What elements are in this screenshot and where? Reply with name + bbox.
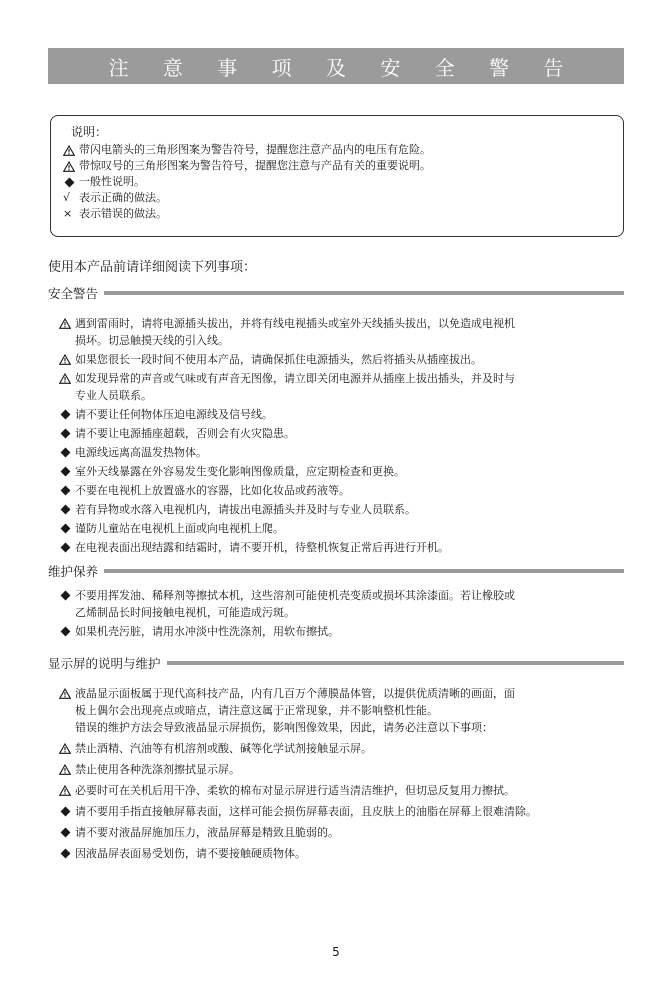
text-line: 禁止酒精、汽油等有机溶剂或酸、碱等化学试剂接触显示屏。 bbox=[75, 742, 372, 755]
list-item-text bbox=[75, 425, 295, 442]
text-line: 错误的维护方法会导致液晶显示屏损伤，影响图像效果，因此，请务必注意以下事项： bbox=[75, 721, 493, 734]
diamond-bullet-icon bbox=[59, 406, 75, 423]
diamond-bullet-icon bbox=[59, 539, 75, 556]
legend-item-text: 表示正确的做法。 bbox=[79, 191, 167, 204]
text-line: 禁止使用各种洗涤剂擦拭显示屏。 bbox=[75, 763, 240, 776]
list-item bbox=[59, 444, 624, 461]
legend-item-text: 带闪电箭头的三角形图案为警告符号，提醒您注意产品内的电压有危险。 bbox=[79, 143, 431, 156]
warning-triangle-icon bbox=[63, 161, 79, 172]
list-item bbox=[59, 425, 624, 442]
diamond-bullet-icon bbox=[59, 845, 75, 862]
text-line: 乙烯制品长时间接触电视机，可能造成污斑。 bbox=[75, 606, 295, 619]
diamond-bullet-icon bbox=[59, 623, 75, 640]
warning-triangle-icon bbox=[59, 740, 75, 757]
legend-item bbox=[63, 158, 623, 174]
list-item-text bbox=[75, 623, 339, 640]
warning-triangle-icon bbox=[59, 315, 75, 332]
page-number: 5 bbox=[332, 945, 340, 959]
legend-item-text: 表示错误的做法。 bbox=[79, 207, 167, 220]
section-title: 安全警告 bbox=[48, 286, 99, 301]
text-line: 因液晶屏表面易受划伤，请不要接触硬质物体。 bbox=[75, 847, 306, 860]
section-header-display bbox=[48, 654, 624, 672]
legend-item-text: 带惊叹号的三角形图案为警告符号，提醒您注意与产品有关的重要说明。 bbox=[79, 159, 431, 172]
warning-triangle-icon bbox=[63, 145, 79, 156]
list-item bbox=[59, 351, 624, 368]
list-item bbox=[59, 740, 624, 757]
warning-triangle-icon bbox=[59, 685, 75, 702]
list-item-text bbox=[75, 501, 416, 518]
list-item bbox=[59, 782, 624, 799]
text-line: 专业人员联系。 bbox=[75, 389, 152, 402]
legend-item bbox=[63, 142, 623, 158]
legend-heading: 说明： bbox=[71, 125, 108, 139]
text-line: 请不要让任何物体压迫电源线及信号线。 bbox=[75, 408, 273, 421]
section-header-safety bbox=[48, 284, 624, 302]
display-list bbox=[59, 685, 624, 866]
page-title-bar bbox=[48, 48, 624, 84]
list-item bbox=[59, 463, 624, 480]
warning-triangle-icon bbox=[59, 782, 75, 799]
list-item-text bbox=[75, 444, 207, 461]
text-line: 损坏。切忌触摸天线的引入线。 bbox=[75, 334, 229, 347]
section-rule bbox=[104, 291, 624, 295]
legend-item bbox=[63, 206, 623, 222]
list-item-text bbox=[75, 315, 515, 349]
list-item-text bbox=[75, 761, 240, 778]
list-item-text bbox=[75, 482, 350, 499]
text-line: 室外天线暴露在外容易发生变化影响图像质量，应定期检查和更换。 bbox=[75, 465, 405, 478]
safety-list bbox=[59, 315, 624, 558]
warning-triangle-icon bbox=[59, 370, 75, 387]
list-item-text bbox=[75, 782, 515, 799]
section-title: 维护保养 bbox=[48, 564, 99, 579]
list-item bbox=[59, 539, 624, 556]
text-line: 请不要让电源插座超载，否则会有火灾隐患。 bbox=[75, 427, 295, 440]
section-rule bbox=[167, 661, 624, 665]
text-line: 不要在电视机上放置盛水的容器，比如化妆品或药液等。 bbox=[75, 484, 350, 497]
list-item bbox=[59, 501, 624, 518]
text-line: 液晶显示面板属于现代高科技产品，内有几百万个薄膜晶体管，以提供优质清晰的画面，面 bbox=[75, 687, 515, 700]
list-item bbox=[59, 370, 624, 404]
text-line: 必要时可在关机后用干净、柔软的棉布对显示屏进行适当清洁维护，但切忌反复用力擦拭。 bbox=[75, 784, 515, 797]
text-line: 如发现异常的声音或气味或有声音无图像，请立即关闭电源并从插座上拔出插头，并及时与 bbox=[75, 372, 515, 385]
cross-mark-icon: × bbox=[63, 207, 73, 220]
legend-item-text: 一般性说明。 bbox=[79, 175, 145, 188]
list-item-text bbox=[75, 351, 482, 368]
list-item-text bbox=[75, 740, 372, 757]
text-line: 请不要对液晶屏施加压力，液晶屏幕是精致且脆弱的。 bbox=[75, 826, 339, 839]
check-mark-icon: √ bbox=[63, 191, 71, 204]
text-line: 在电视表面出现结露和结霜时，请不要开机，待整机恢复正常后再进行开机。 bbox=[75, 541, 449, 554]
diamond-bullet-icon bbox=[59, 463, 75, 480]
list-item-text bbox=[75, 685, 515, 736]
text-line: 不要用挥发油、稀释剂等擦拭本机，这些溶剂可能使机壳变质或损坏其涂漆面。若让橡胶或 bbox=[75, 589, 515, 602]
list-item bbox=[59, 685, 624, 736]
section-header-maintenance bbox=[48, 562, 624, 580]
list-item bbox=[59, 803, 624, 820]
diamond-bullet-icon bbox=[59, 501, 75, 518]
diamond-bullet-icon bbox=[59, 425, 75, 442]
legend-item bbox=[63, 174, 623, 190]
list-item bbox=[59, 587, 624, 621]
text-line: 如果您很长一段时间不使用本产品，请确保抓住电源插头，然后将插头从插座拔出。 bbox=[75, 353, 482, 366]
diamond-bullet-icon bbox=[59, 587, 75, 604]
list-item bbox=[59, 520, 624, 537]
list-item bbox=[59, 315, 624, 349]
warning-triangle-icon bbox=[59, 351, 75, 368]
list-item-text bbox=[75, 406, 273, 423]
list-item-text bbox=[75, 587, 515, 621]
list-item-text bbox=[75, 824, 339, 841]
list-item bbox=[59, 761, 624, 778]
list-item-text bbox=[75, 845, 306, 862]
section-rule bbox=[104, 569, 624, 573]
text-line: 板上偶尔会出现亮点或暗点，请注意这属于正常现象，并不影响整机性能。 bbox=[75, 704, 438, 717]
list-item-text bbox=[75, 803, 537, 820]
text-line: 若有异物或水落入电视机内，请拔出电源插头并及时与专业人员联系。 bbox=[75, 503, 416, 516]
text-line: 谨防儿童站在电视机上面或向电视机上爬。 bbox=[75, 522, 284, 535]
list-item-text bbox=[75, 463, 405, 480]
diamond-bullet-icon bbox=[59, 824, 75, 841]
text-line: 电源线远离高温发热物体。 bbox=[75, 446, 207, 459]
diamond-bullet-icon bbox=[63, 179, 79, 186]
legend-item bbox=[63, 190, 623, 206]
diamond-bullet-icon bbox=[59, 482, 75, 499]
list-item-text bbox=[75, 520, 284, 537]
list-item-text bbox=[75, 539, 449, 556]
diamond-bullet-icon bbox=[59, 444, 75, 461]
list-item-text bbox=[75, 370, 515, 404]
section-title: 显示屏的说明与维护 bbox=[48, 656, 161, 671]
text-line: 遇到雷雨时，请将电源插头拔出，并将有线电视插头或室外天线插头拔出，以免造成电视机 bbox=[75, 317, 515, 330]
intro-text: 使用本产品前请详细阅读下列事项： bbox=[48, 260, 257, 275]
legend-box bbox=[50, 115, 624, 237]
list-item bbox=[59, 406, 624, 423]
list-item bbox=[59, 824, 624, 841]
list-item bbox=[59, 482, 624, 499]
diamond-bullet-icon bbox=[59, 520, 75, 537]
text-line: 请不要用手指直接触屏幕表面，这样可能会损伤屏幕表面，且皮肤上的油脂在屏幕上很难清除。 bbox=[75, 805, 537, 818]
list-item bbox=[59, 623, 624, 640]
text-line: 如果机壳污脏，请用水冲淡中性洗涤剂，用软布擦拭。 bbox=[75, 625, 339, 638]
maintenance-list bbox=[59, 587, 624, 642]
legend-list bbox=[63, 142, 623, 222]
list-item bbox=[59, 845, 624, 862]
warning-triangle-icon bbox=[59, 761, 75, 778]
diamond-bullet-icon bbox=[59, 803, 75, 820]
page-title: 注 意 事 项 及 安 全 警 告 bbox=[108, 55, 578, 80]
